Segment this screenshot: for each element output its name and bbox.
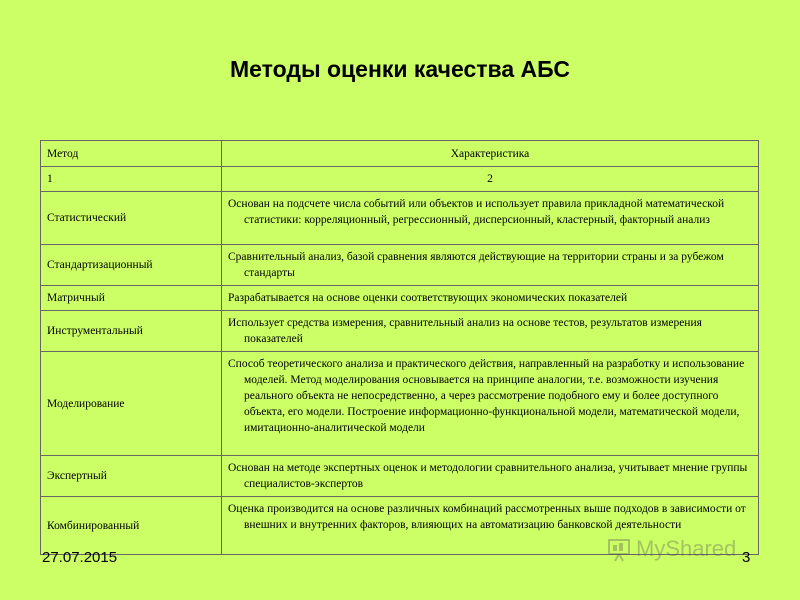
watermark-text: MyShared [636,536,737,561]
table-row [41,245,759,286]
methods-table [40,140,759,555]
number-characteristic: 2 [222,167,759,192]
row-method: Моделирование [41,352,222,456]
row-method: Матричный [41,286,222,311]
slide-title: Методы оценки качества АБС [230,56,570,82]
row-characteristic: Оценка производится на основе различных комбинаций рассмотренных выше подходов в зависимости от внешних и внутренних факторов, влияющих на автоматизацию банковской деятельности [228,503,746,531]
row-characteristic: Основан на методе экспертных оценок и методологии сравнительного анализа, учитывает мнение группы специалистов-экспертов [228,462,748,490]
table-header-row [41,141,759,167]
table-row [41,456,759,497]
number-method: 1 [41,167,222,192]
presentation-icon [606,536,632,562]
table-row [41,352,759,456]
row-characteristic: Использует средства измерения, сравнительный анализ на основе тестов, результатов измерения показателей [228,317,702,345]
header-method: Метод [41,141,222,167]
row-characteristic: Способ теоретического анализа и практического действия, направленный на разработку и использование моделей. Метод моделирования основывается на принципе аналогии, т.е. возможности изучения реального объекта не непосредственно, а через рассмотрение подобного ему и более доступного объекта, его модели. Построение информационно-функциональной модели, математической модели, имитационно-аналитической модели [228,358,745,434]
footer-date: 27.07.2015 [42,549,118,566]
row-method: Статистический [41,192,222,245]
watermark-logo [606,536,736,562]
row-method: Стандартизационный [41,245,222,286]
table-row [41,286,759,311]
table-number-row [41,167,759,192]
table-row [41,311,759,352]
table-row [41,192,759,245]
row-method: Экспертный [41,456,222,497]
row-characteristic: Сравнительный анализ, базой сравнения являются действующие на территории страны и за рубежом стандарты [228,251,724,279]
page-number: 3 [742,549,751,566]
row-method: Комбинированный [41,497,222,555]
row-method: Инструментальный [41,311,222,352]
row-characteristic: Разрабатывается на основе оценки соответствующих экономических показателей [228,292,628,304]
row-characteristic: Основан на подсчете числа событий или объектов и использует правила прикладной математической статистики: корреляционный, регрессионный, дисперсионный, кластерный, факторный анализ [228,198,725,226]
header-characteristic: Характеристика [222,141,759,167]
